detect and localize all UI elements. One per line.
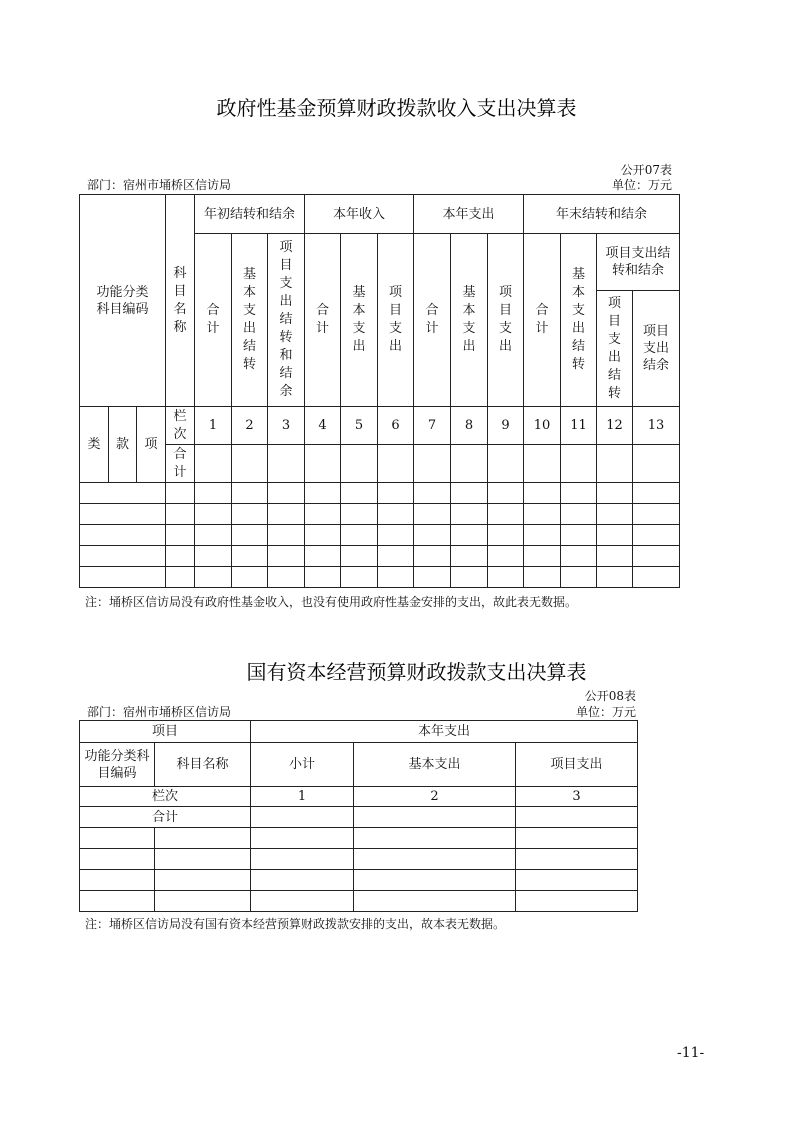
table-row [80,504,680,525]
header-expense-total: 合计 [414,234,451,407]
column-number: 13 [633,407,680,445]
column-number: 1 [251,787,354,807]
table-row [80,483,680,504]
header-expense-basic: 基本支出 [451,234,488,407]
table1-note: 注：埇桥区信访局没有政府性基金收入，也没有使用政府性基金安排的支出，故此表无数据。 [85,595,578,609]
header-project: 项目支出 [516,743,638,787]
column-number: 2 [354,787,516,807]
header-kuan: 款 [109,407,137,483]
table2-form-no: 公开08表 [584,689,636,703]
header-name: 科目名称 [166,195,195,407]
header-income-total: 合计 [305,234,341,407]
header-current-expense: 本年支出 [251,721,638,743]
header-end-project-carry: 项目支出结转 [597,291,633,407]
column-number: 3 [268,407,305,445]
table1 [79,194,680,588]
table2 [79,720,638,912]
column-number: 9 [488,407,524,445]
header-group-begin: 年初结转和结余 [195,195,305,234]
header-subtotal: 小计 [251,743,354,787]
header-end-total: 合计 [524,234,561,407]
table1-unit: 单位：万元 [611,178,672,192]
table-row [80,828,638,849]
table1-total-row [80,445,680,483]
table-row [80,870,638,891]
header-xiang: 项 [137,407,166,483]
header-begin-project: 项目支出结转和结余 [268,234,305,407]
header-basic: 基本支出 [354,743,516,787]
header-column-no: 栏次 [166,407,195,445]
table2-title: 国有资本经营预算财政拨款支出决算表 [246,660,587,684]
header-group-income: 本年收入 [305,195,414,234]
table1-form-no: 公开07表 [620,163,672,177]
column-number: 5 [341,407,378,445]
column-number: 11 [561,407,597,445]
header-expense-project: 项目支出 [488,234,524,407]
header-group-end: 年末结转和结余 [524,195,680,234]
column-number: 1 [195,407,232,445]
column-number: 8 [451,407,488,445]
header-column-no: 栏次 [80,787,251,807]
header-code: 功能分类科目编码 [80,743,155,787]
header-income-basic: 基本支出 [341,234,378,407]
table-row [80,849,638,870]
total-label: 合计 [80,807,251,828]
header-name: 科目名称 [155,743,251,787]
column-number: 2 [232,407,268,445]
table1-title: 政府性基金预算财政拨款收入支出决算表 [216,96,577,120]
header-item: 项目 [80,721,251,743]
table2-total-row [80,807,638,828]
table-row [80,567,680,588]
header-group-expense: 本年支出 [414,195,524,234]
table-row [80,546,680,567]
column-number: 12 [597,407,633,445]
header-income-project: 项目支出 [378,234,414,407]
table1-department: 部门：宿州市埇桥区信访局 [87,178,232,192]
table-row [80,525,680,546]
header-end-basic: 基本支出结转 [561,234,597,407]
total-label: 合计 [166,445,195,483]
header-begin-basic: 基本支出结转 [232,234,268,407]
header-end-project-balance: 项目支出结余 [633,291,680,407]
header-end-project-group: 项目支出结转和结余 [597,234,680,291]
header-begin-total: 合计 [195,234,232,407]
column-number: 4 [305,407,341,445]
column-number: 3 [516,787,638,807]
header-code: 功能分类科目编码 [80,195,166,407]
table2-department: 部门：宿州市埇桥区信访局 [87,705,232,719]
column-number: 10 [524,407,561,445]
table-row [80,891,638,912]
column-number: 7 [414,407,451,445]
table2-unit: 单位：万元 [575,705,636,719]
column-number: 6 [378,407,414,445]
header-lei: 类 [80,407,109,483]
page-number: -11- [677,1045,705,1061]
table2-note: 注：埇桥区信访局没有国有资本经营预算财政拨款安排的支出，故本表无数据。 [85,917,506,931]
